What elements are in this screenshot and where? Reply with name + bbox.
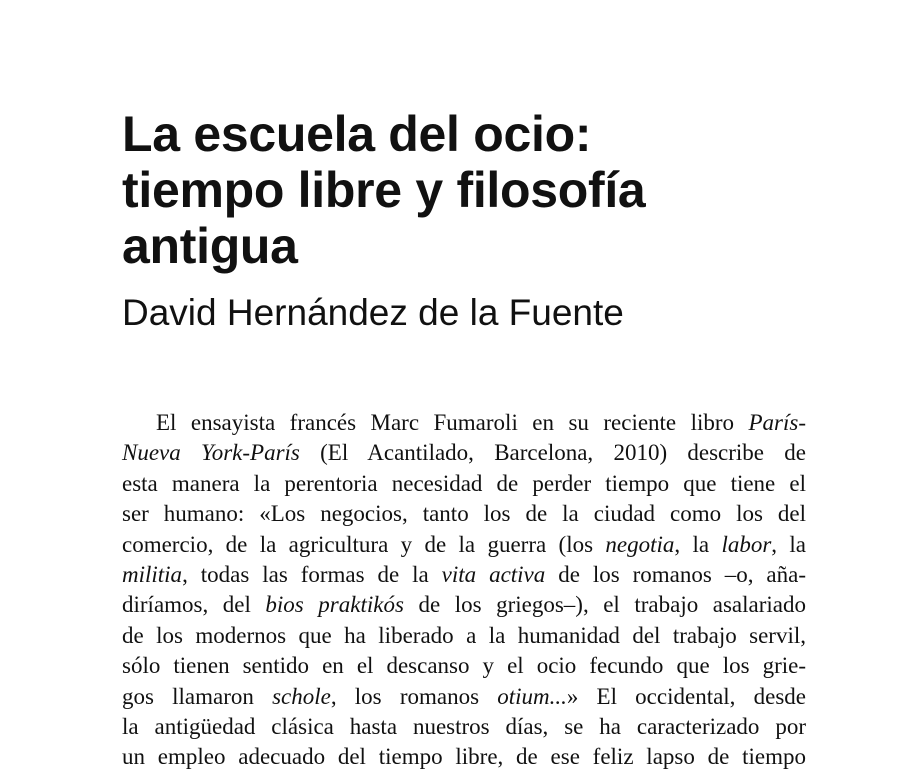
italic-run: militia <box>122 562 183 588</box>
paragraph-line <box>122 742 806 772</box>
italic-run: vita activa <box>441 562 546 588</box>
paragraph-line <box>122 408 806 438</box>
paragraph-line <box>122 651 806 681</box>
text-run: de los griegos–), el trabajo asalariado <box>403 592 806 618</box>
paragraph-line <box>122 530 806 560</box>
text-run: , la <box>674 531 722 557</box>
text-run: gos llamaron <box>122 683 273 709</box>
text-run: (El Acantilado, Barcelona, 2010) describe de <box>299 440 806 466</box>
title-line: La escuela del ocio: <box>122 106 592 162</box>
paragraph-line <box>122 560 806 590</box>
text-run: , la <box>771 531 806 557</box>
italic-run: bios praktikós <box>265 592 404 618</box>
text-run: la antigüedad clásica hasta nuestros días, se ha caracterizado por <box>122 714 806 740</box>
italic-run: labor <box>721 531 772 557</box>
italic-run: París- <box>748 410 806 435</box>
article-title <box>122 106 882 274</box>
text-run: ser humano: «Los negocios, tanto los de la ciudad como los del <box>122 501 806 527</box>
article-body <box>122 408 806 772</box>
paragraph-line <box>122 469 806 499</box>
paragraph-line <box>122 682 806 712</box>
paragraph-line <box>122 712 806 742</box>
text-run: sólo tienen sentido en el descanso y el ocio fecundo que los grie- <box>122 653 806 679</box>
paragraph-line <box>122 499 806 529</box>
text-run: El ensayista francés Marc Fumaroli en su reciente libro <box>156 410 749 435</box>
text-run: , los romanos <box>330 683 498 709</box>
italic-run: otium... <box>497 683 567 709</box>
text-run: diríamos, del <box>122 592 266 618</box>
italic-run: negotia <box>605 531 675 557</box>
article-author: David Hernández de la Fuente <box>122 292 624 333</box>
title-line: antigua <box>122 218 298 274</box>
italic-run: schole <box>272 683 331 709</box>
title-line: tiempo libre y filosofía <box>122 162 646 218</box>
text-run: de los modernos que ha liberado a la humanidad del trabajo servil, <box>122 622 806 648</box>
paragraph-line <box>122 438 806 468</box>
italic-run: Nueva York-París <box>122 440 300 466</box>
text-run: esta manera la perentoria necesidad de perder tiempo que tiene el <box>122 470 806 496</box>
paragraph-line <box>122 590 806 620</box>
text-run: comercio, de la agricultura y de la guerra (los <box>122 531 606 557</box>
text-run: un empleo adecuado del tiempo libre, de ese feliz lapso de tiempo <box>122 744 806 770</box>
text-run: , todas las formas de la <box>182 562 442 588</box>
text-run: » El occidental, desde <box>566 683 806 709</box>
paragraph-line <box>122 621 806 651</box>
text-run: de los romanos –o, aña- <box>545 562 807 588</box>
